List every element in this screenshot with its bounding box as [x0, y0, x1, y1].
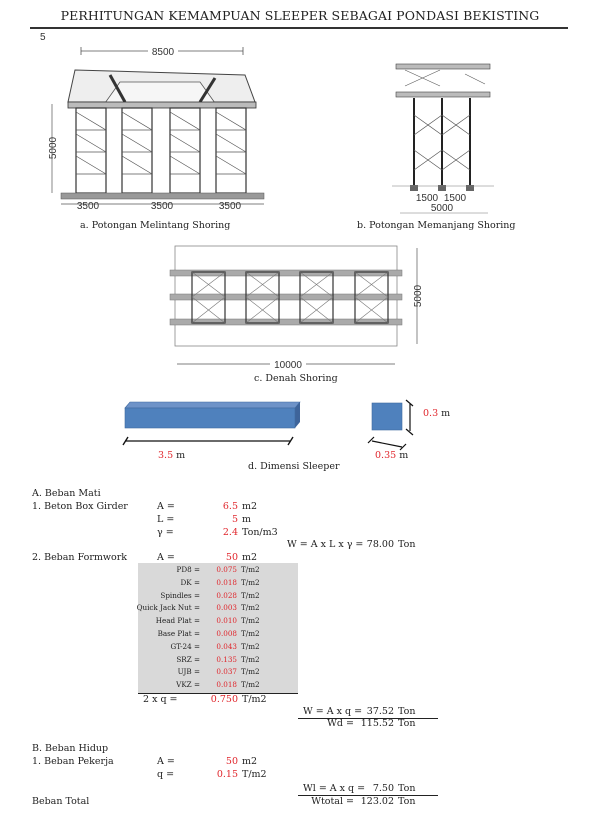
- unit: T/m2: [242, 769, 267, 780]
- formwork-item-name: SRZ =: [176, 654, 200, 664]
- svg-text:3500: 3500: [218, 201, 242, 212]
- wd-unit: Ton: [398, 718, 416, 729]
- value: 2.4: [222, 527, 238, 538]
- formwork-weight-value: 37.52: [366, 706, 394, 717]
- formwork-item-value: 0.003: [216, 603, 237, 613]
- formwork-item-name: Head Plat =: [155, 616, 200, 626]
- formwork-item-name: GT-24 =: [170, 641, 200, 651]
- total-var: Wtotal =: [311, 796, 354, 807]
- var-label: A =: [157, 501, 175, 512]
- cross-section-shoring-drawing: [40, 32, 270, 215]
- formwork-item-unit: T/m2: [241, 577, 260, 587]
- total-value: 123.02: [360, 796, 394, 807]
- value: 50: [225, 552, 238, 563]
- formwork-item-value: 0.018: [216, 680, 237, 690]
- var-label: L =: [157, 514, 175, 525]
- svg-text:5: 5: [40, 32, 46, 43]
- formwork-item-value: 0.010: [216, 616, 237, 626]
- svg-text:8500: 8500: [151, 47, 175, 58]
- live-weight-formula: Wl = A x q =: [303, 783, 366, 794]
- figure-c-caption: c. Denah Shoring: [254, 373, 338, 384]
- figure-a-caption: a. Potongan Melintang Shoring: [80, 220, 231, 231]
- formwork-item-value: 0.043: [216, 641, 237, 651]
- formwork-item-unit: T/m2: [241, 629, 260, 638]
- sleeper-length-value: 3.5: [158, 450, 174, 461]
- var-label: γ =: [157, 527, 174, 538]
- figure-d-caption: d. Dimensi Sleeper: [248, 461, 340, 472]
- formwork-item-name: Base Plat =: [157, 629, 200, 638]
- wd-value: 115.52: [360, 718, 394, 729]
- formwork-item-name: VKZ =: [176, 680, 200, 690]
- svg-text:1500: 1500: [443, 193, 467, 204]
- formwork-item-value: 0.075: [216, 565, 237, 574]
- formwork-item-value: 0.135: [216, 654, 237, 664]
- formwork-item-name: Quick Jack Nut =: [136, 603, 200, 613]
- formwork-item-unit: T/m2: [241, 590, 260, 600]
- longitudinal-section-shoring-drawing: [390, 60, 500, 215]
- formwork-weight-formula: W = A x q =: [303, 706, 363, 717]
- formwork-item-value: 0.028: [216, 590, 237, 600]
- formwork-item-unit: T/m2: [241, 565, 260, 574]
- sum-label: 2 x q =: [143, 694, 178, 705]
- total-label: Beban Total: [32, 796, 90, 807]
- formwork-item-unit: T/m2: [241, 616, 260, 626]
- live-weight-value: 7.50: [372, 783, 394, 794]
- sleeper-height-value: 0.3: [423, 408, 439, 419]
- svg-text:10000: 10000: [274, 360, 302, 371]
- formwork-item-name: DK =: [180, 577, 200, 587]
- formwork-item-value: 0.037: [216, 667, 237, 677]
- formwork-item-unit: T/m2: [241, 603, 260, 613]
- formwork-item-value: 0.018: [216, 577, 237, 587]
- dead-load-heading: A. Beban Mati: [32, 488, 101, 499]
- svg-text:1500: 1500: [415, 193, 439, 204]
- formwork-item-unit: T/m2: [241, 641, 260, 651]
- svg-text:5000: 5000: [413, 284, 424, 308]
- formwork-item-name: Spindles =: [160, 590, 200, 600]
- formwork-item-unit: T/m2: [241, 680, 260, 690]
- worker-load-label: 1. Beban Pekerja: [32, 756, 114, 767]
- live-load-heading: B. Beban Hidup: [32, 743, 109, 754]
- sleeper-dimension-drawing: [110, 395, 420, 455]
- unit: m: [242, 514, 252, 525]
- sleeper-width-unit: m: [399, 450, 409, 461]
- sleeper-width-value: 0.35: [375, 450, 397, 461]
- figure-b-caption: b. Potongan Memanjang Shoring: [357, 220, 516, 231]
- value: 50: [225, 756, 238, 767]
- svg-text:5000: 5000: [430, 203, 454, 214]
- value: 0.15: [216, 769, 238, 780]
- unit: m2: [242, 552, 258, 563]
- wd-label: Wd =: [327, 718, 354, 729]
- sleeper-height-unit: m: [441, 408, 451, 419]
- girder-weight-formula: W = A x L x γ =: [287, 539, 364, 550]
- girder-weight-unit: Ton: [398, 539, 416, 550]
- formwork-item-unit: T/m2: [241, 654, 260, 664]
- girder-weight-value: 78.00: [366, 539, 394, 550]
- title-rule: [30, 27, 568, 29]
- live-weight-unit: Ton: [398, 783, 416, 794]
- var-label: q =: [157, 769, 175, 780]
- sum-value: 0.750: [210, 694, 238, 705]
- formwork-item-name: UJB =: [177, 667, 200, 677]
- unit: m2: [242, 756, 258, 767]
- svg-text:3500: 3500: [76, 201, 100, 212]
- value: 6.5: [222, 501, 238, 512]
- value: 5: [231, 514, 238, 525]
- sum-unit: T/m2: [242, 694, 267, 705]
- unit: m2: [242, 501, 258, 512]
- formwork-weight-unit: Ton: [398, 706, 416, 717]
- var-label: A =: [157, 756, 175, 767]
- sleeper-length-unit: m: [176, 450, 186, 461]
- formwork-item-unit: T/m2: [241, 667, 260, 677]
- shoring-plan-drawing: [165, 243, 430, 373]
- formwork-item-value: 0.008: [216, 629, 237, 638]
- page-title: PERHITUNGAN KEMAMPUAN SLEEPER SEBAGAI PONDASI BEKISTING: [60, 8, 540, 23]
- svg-text:3500: 3500: [150, 201, 174, 212]
- formwork-label: 2. Beban Formwork: [32, 552, 128, 563]
- unit: Ton/m3: [242, 527, 278, 538]
- var-label: A =: [157, 552, 175, 563]
- formwork-item-name: PD8 =: [176, 565, 200, 574]
- box-girder-label: 1. Beton Box Girder: [32, 501, 128, 512]
- total-unit: Ton: [398, 796, 416, 807]
- svg-text:5000: 5000: [48, 136, 59, 160]
